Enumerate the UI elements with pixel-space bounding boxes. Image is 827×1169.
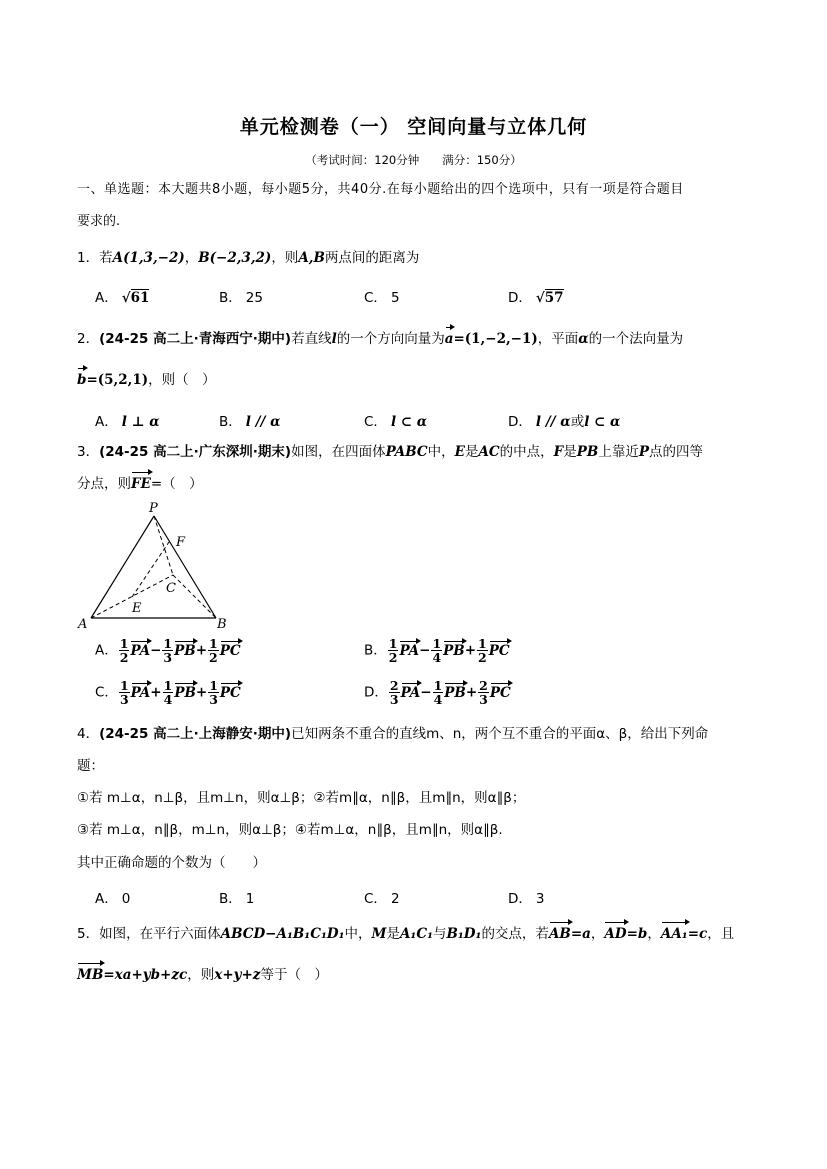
frac-den: 4 <box>433 692 443 707</box>
q2-text: 的一个法向量为 <box>588 331 684 347</box>
q2-text: 若直线 <box>291 331 332 347</box>
frac-num: 1 <box>209 636 218 651</box>
op: − <box>419 642 431 659</box>
q4-number: 4． <box>77 726 100 742</box>
q5-text: 如图，在平行六面体 <box>99 926 221 942</box>
q2-option-c[interactable] <box>364 410 427 430</box>
option-value: 1 <box>245 891 255 907</box>
q2-option-d[interactable] <box>508 410 620 430</box>
vector-pc: PC <box>219 684 241 701</box>
option-value: 3 <box>535 891 545 907</box>
label-c: C <box>166 581 176 596</box>
q1-ab: A,B <box>298 250 325 266</box>
option-or: 或 <box>570 414 585 430</box>
frac-den: 3 <box>163 650 173 665</box>
question-4-line4: ③若 m⊥α，n∥β，m⊥n，则α⊥β；④若m⊥α，n∥β，且m∥n，则α∥β. <box>77 822 503 838</box>
frac-den: 4 <box>432 650 442 665</box>
edge-bc <box>173 575 216 618</box>
q5-b1d1: B₁D₁ <box>446 926 482 942</box>
frac-num: 1 <box>119 636 129 651</box>
section-heading-line1: 一、单选题：本大题共8小题，每小题5分，共40分.在每小题给出的四个选项中，只有一项是符合题目 <box>77 182 684 197</box>
q3-text: 分点，则 <box>77 476 131 492</box>
q2-text: ，平面 <box>537 331 579 347</box>
option-value: 57 <box>544 290 564 306</box>
q3-e: E <box>454 444 465 460</box>
option-value: l ⊂ α <box>390 414 428 430</box>
q3-text: 中， <box>427 444 455 460</box>
q3-tetra: PABC <box>385 444 428 460</box>
q2-option-a[interactable] <box>95 410 160 430</box>
q5-text: 等于（ ） <box>260 967 328 983</box>
q5-eq-c: =c <box>687 926 708 942</box>
q1-option-c[interactable] <box>364 286 400 306</box>
op: + <box>465 684 478 701</box>
q4-option-c[interactable] <box>364 887 400 907</box>
exam-info: （考试时间：120分钟 满分：150分） <box>305 153 522 167</box>
op: + <box>195 642 207 659</box>
question-5 <box>77 924 734 944</box>
q1-text: ，则 <box>271 250 299 266</box>
option-value: 2 <box>390 891 400 907</box>
edge-pb <box>154 516 216 618</box>
question-5-cont <box>77 965 328 985</box>
q3-ac: AC <box>478 444 500 460</box>
q5-eq-a: =a <box>570 926 591 942</box>
q2-vector-b: b <box>77 372 87 388</box>
vector-pc: PC <box>489 684 511 701</box>
frac-den: 3 <box>119 692 129 707</box>
edge-pc <box>154 516 173 575</box>
label-f: F <box>176 535 186 550</box>
q5-number: 5． <box>77 926 100 942</box>
q3-text: 的中点， <box>499 444 554 460</box>
frac-den: 3 <box>479 692 488 707</box>
question-3 <box>77 442 703 462</box>
q1-option-d[interactable] <box>508 286 564 306</box>
option-value2: l ⊂ α <box>584 414 621 430</box>
edge-pa <box>91 516 154 618</box>
q4-option-a[interactable] <box>95 887 130 907</box>
frac-num: 1 <box>478 636 487 651</box>
q5-expression: =xa+yb+zc <box>103 967 188 983</box>
vector-pb: PB <box>174 642 196 659</box>
q4-source: (24-25 高二上·上海静安·期中) <box>99 726 292 742</box>
q5-vector-mb: MB <box>77 967 104 983</box>
q2-vector-b-value: =(5,2,1) <box>86 372 149 388</box>
section-heading-line2: 要求的. <box>77 214 121 229</box>
question-2-cont <box>77 370 216 390</box>
option-label: D． <box>508 414 532 430</box>
q5-comma: ， <box>647 926 661 942</box>
q5-text: 中， <box>344 926 372 942</box>
q5-text: 的交点，若 <box>481 926 549 942</box>
frac-num: 1 <box>209 678 218 693</box>
frac-den: 2 <box>388 650 398 665</box>
q4-options <box>95 887 745 909</box>
q2-options <box>95 410 745 432</box>
frac-den: 2 <box>478 650 487 665</box>
sqrt-icon: √ <box>121 290 131 306</box>
option-label: D． <box>508 891 532 907</box>
q3-text: 是 <box>563 444 577 460</box>
q1-sep: ， <box>184 250 199 266</box>
q4-option-b[interactable] <box>219 887 254 907</box>
q5-text: ，且 <box>707 926 735 942</box>
frac-num: 1 <box>119 678 129 693</box>
q3-text: 上靠近 <box>598 444 639 460</box>
q2-plane-alpha: α <box>578 331 589 347</box>
q3-number: 3． <box>77 444 100 460</box>
frac-den: 4 <box>163 692 173 707</box>
q3-text: 是 <box>464 444 479 460</box>
q1-number: 1．若 <box>77 250 113 266</box>
option-value: 0 <box>121 891 131 907</box>
option-label: C． <box>364 891 387 907</box>
q3-option-b[interactable] <box>364 637 664 671</box>
q1-text2: 两点间的距离为 <box>324 250 420 266</box>
q4-option-d[interactable] <box>508 887 545 907</box>
op: − <box>420 684 432 701</box>
q3-f: F <box>553 444 564 460</box>
vector-pb: PB <box>444 684 466 701</box>
segment-ef <box>132 542 169 597</box>
label-b: B <box>217 617 227 632</box>
frac-num: 1 <box>432 636 442 651</box>
q3-text: =（ ） <box>150 476 203 492</box>
q2-source: (24-25 高二上·青海西宁·期中) <box>99 331 292 347</box>
q5-text: ，则 <box>187 967 215 983</box>
option-value: l // α <box>245 414 281 430</box>
q3-option-d[interactable] <box>364 679 664 713</box>
option-label: C． <box>95 684 118 701</box>
vector-pa: PA <box>400 684 421 701</box>
q2-line-l: l <box>331 331 337 347</box>
question-4-line5: 其中正确命题的个数为（ ） <box>77 855 266 871</box>
op: + <box>150 684 162 701</box>
label-p: P <box>149 501 158 516</box>
q1-point-a: A(1,3,−2) <box>112 250 185 266</box>
frac-num: 1 <box>388 636 398 651</box>
vector-pa: PA <box>130 684 151 701</box>
q3-source: (24-25 高二上·广东深圳·期末) <box>99 444 292 460</box>
q1-options <box>95 286 745 308</box>
option-value: 61 <box>130 290 150 306</box>
vector-pc: PC <box>488 642 510 659</box>
q5-vector-aa1: AA₁ <box>660 926 688 942</box>
q5-sum: x+y+z <box>214 967 261 983</box>
q2-text: ，则（ ） <box>148 372 216 388</box>
q5-eq-b: =b <box>626 926 648 942</box>
option-value: l // α <box>535 414 571 430</box>
option-label: C． <box>364 290 387 306</box>
option-value: 5 <box>390 290 400 306</box>
option-value: 25 <box>245 290 263 306</box>
q2-option-b[interactable] <box>219 410 281 430</box>
q5-vector-ab: AB <box>548 926 571 942</box>
question-4 <box>77 724 708 744</box>
option-label: A． <box>95 290 118 306</box>
option-label: B． <box>219 290 242 306</box>
op: − <box>150 642 162 659</box>
frac-num: 2 <box>479 678 488 693</box>
vector-pa: PA <box>130 642 151 659</box>
option-label: A． <box>95 891 118 907</box>
vector-pb: PB <box>443 642 465 659</box>
q3-pb: PB <box>576 444 599 460</box>
q3-p: P <box>638 444 649 460</box>
question-1 <box>77 248 419 268</box>
q5-solid: ABCD−A₁B₁C₁D₁ <box>220 926 345 942</box>
question-3-cont <box>77 474 203 494</box>
frac-num: 2 <box>389 678 399 693</box>
question-4-line2: 题： <box>77 758 104 774</box>
frac-den: 3 <box>389 692 399 707</box>
sqrt-icon: √ <box>535 290 545 306</box>
q2-vector-a-value: =(1,−2,−1) <box>453 331 538 347</box>
q5-comma: ， <box>590 926 605 942</box>
option-label: D． <box>508 290 532 306</box>
vector-pb: PB <box>174 684 196 701</box>
op: + <box>464 642 477 659</box>
option-label: D． <box>364 684 388 701</box>
frac-den: 3 <box>209 692 218 707</box>
q1-point-b: B(−2,3,2) <box>198 250 272 266</box>
frac-den: 2 <box>209 650 218 665</box>
option-label: A． <box>95 414 118 430</box>
option-value: l ⊥ α <box>121 414 160 430</box>
vector-pa: PA <box>399 642 420 659</box>
q5-text: 与 <box>432 926 447 942</box>
q5-vector-ad: AD <box>604 926 627 942</box>
q5-m: M <box>371 926 387 942</box>
frac-num: 1 <box>433 678 443 693</box>
question-2 <box>77 329 683 349</box>
label-e: E <box>132 601 142 616</box>
page-title: 单元检测卷（一） 空间向量与立体几何 <box>239 116 588 138</box>
frac-num: 1 <box>163 636 173 651</box>
q3-text: 点的四等 <box>648 444 703 460</box>
frac-den: 2 <box>119 650 129 665</box>
q3-option-c[interactable] <box>95 679 355 713</box>
q2-text: 的一个方向向量为 <box>336 331 445 347</box>
option-label: A． <box>95 642 118 659</box>
label-a: A <box>78 617 88 632</box>
q5-a1c1: A₁C₁ <box>399 926 433 942</box>
q3-text: 如图，在四面体 <box>291 444 386 460</box>
option-label: B． <box>219 414 242 430</box>
q1-option-b[interactable] <box>219 286 263 306</box>
q2-number: 2． <box>77 331 100 347</box>
question-4-line3: ①若 m⊥α，n⊥β，且m⊥n，则α⊥β；②若m∥α，n∥β，且m∥n，则α∥β； <box>77 790 526 806</box>
q4-text: 已知两条不重合的直线m、n，两个互不重合的平面α、β，给出下列命 <box>291 726 709 742</box>
q5-text: 是 <box>386 926 400 942</box>
option-label: B． <box>219 891 242 907</box>
op: + <box>195 684 208 701</box>
frac-num: 1 <box>163 678 173 693</box>
vector-pc: PC <box>219 642 241 659</box>
q3-vector-fe: FE <box>131 476 151 492</box>
option-label: B． <box>364 642 387 659</box>
q1-option-a[interactable] <box>95 286 149 306</box>
option-label: C． <box>364 414 387 430</box>
tetrahedron-figure <box>70 498 240 632</box>
q2-vector-a: a <box>444 331 454 347</box>
